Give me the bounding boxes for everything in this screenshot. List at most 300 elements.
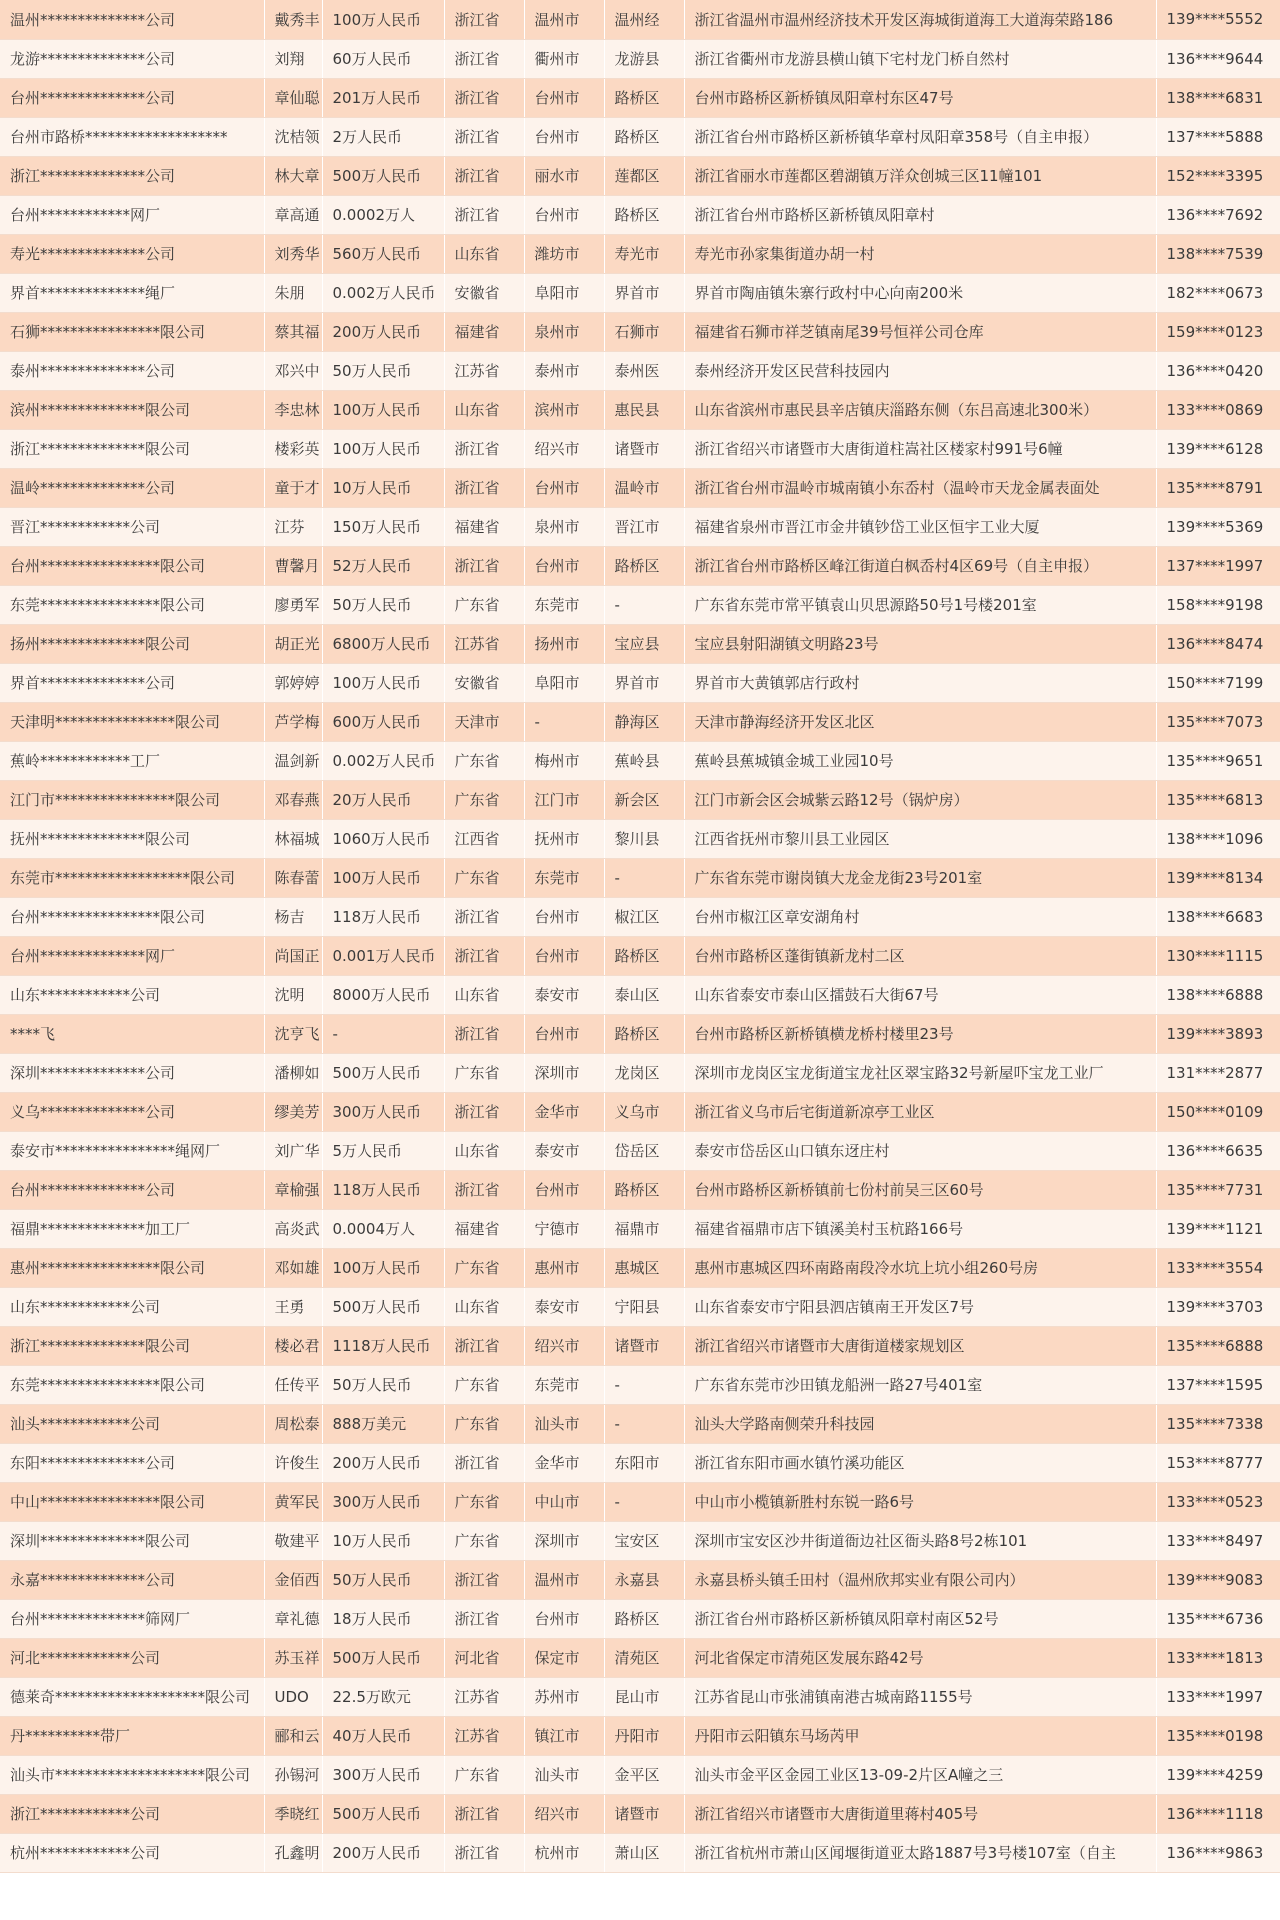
phone-cell: 135****6813 bbox=[1156, 780, 1280, 819]
capital-cell: 0.001万人民币 bbox=[322, 936, 444, 975]
phone-cell: 139****5552 bbox=[1156, 0, 1280, 39]
district-cell: 路桥区 bbox=[604, 546, 684, 585]
table-row bbox=[0, 624, 1280, 663]
province-cell: 浙江省 bbox=[444, 0, 524, 39]
table-row bbox=[0, 1482, 1280, 1521]
company-name-cell: 天津明****************限公司 bbox=[0, 702, 264, 741]
table-row bbox=[0, 819, 1280, 858]
capital-cell: 52万人民币 bbox=[322, 546, 444, 585]
table-row bbox=[0, 1521, 1280, 1560]
address-cell: 福建省福鼎市店下镇溪美村玉杭路166号 bbox=[684, 1209, 1156, 1248]
contact-name-cell: UDO bbox=[264, 1677, 322, 1716]
capital-cell: 40万人民币 bbox=[322, 1716, 444, 1755]
address-cell: 天津市静海经济开发区北区 bbox=[684, 702, 1156, 741]
district-cell: 诸暨市 bbox=[604, 429, 684, 468]
company-name-cell: 蕉岭************工厂 bbox=[0, 741, 264, 780]
contact-name-cell: 周松泰 bbox=[264, 1404, 322, 1443]
city-cell: 衢州市 bbox=[524, 39, 604, 78]
phone-cell: 136****9644 bbox=[1156, 39, 1280, 78]
city-cell: 泉州市 bbox=[524, 507, 604, 546]
address-cell: 寿光市孙家集街道办胡一村 bbox=[684, 234, 1156, 273]
contact-name-cell: 尚国正 bbox=[264, 936, 322, 975]
capital-cell: 100万人民币 bbox=[322, 0, 444, 39]
phone-cell: 139****6128 bbox=[1156, 429, 1280, 468]
phone-cell: 152****3395 bbox=[1156, 156, 1280, 195]
city-cell: 江门市 bbox=[524, 780, 604, 819]
company-name-cell: 河北************公司 bbox=[0, 1638, 264, 1677]
capital-cell: 500万人民币 bbox=[322, 1053, 444, 1092]
city-cell: 台州市 bbox=[524, 195, 604, 234]
company-name-cell: 台州****************限公司 bbox=[0, 897, 264, 936]
phone-cell: 139****8134 bbox=[1156, 858, 1280, 897]
province-cell: 福建省 bbox=[444, 1209, 524, 1248]
contact-name-cell: 童于才 bbox=[264, 468, 322, 507]
city-cell: 惠州市 bbox=[524, 1248, 604, 1287]
address-cell: 河北省保定市清苑区发展东路42号 bbox=[684, 1638, 1156, 1677]
district-cell: 龙游县 bbox=[604, 39, 684, 78]
province-cell: 广东省 bbox=[444, 585, 524, 624]
province-cell: 浙江省 bbox=[444, 1560, 524, 1599]
city-cell: 阜阳市 bbox=[524, 663, 604, 702]
company-name-cell: 东莞****************限公司 bbox=[0, 1365, 264, 1404]
district-cell: 黎川县 bbox=[604, 819, 684, 858]
province-cell: 浙江省 bbox=[444, 1014, 524, 1053]
contact-name-cell: 潘柳如 bbox=[264, 1053, 322, 1092]
table-row bbox=[0, 858, 1280, 897]
company-name-cell: 滨州**************限公司 bbox=[0, 390, 264, 429]
capital-cell: 100万人民币 bbox=[322, 390, 444, 429]
district-cell: 路桥区 bbox=[604, 117, 684, 156]
district-cell: - bbox=[604, 1482, 684, 1521]
district-cell: 丹阳市 bbox=[604, 1716, 684, 1755]
company-name-cell: 温岭**************公司 bbox=[0, 468, 264, 507]
capital-cell: 300万人民币 bbox=[322, 1092, 444, 1131]
capital-cell: 10万人民币 bbox=[322, 468, 444, 507]
phone-cell: 153****8777 bbox=[1156, 1443, 1280, 1482]
city-cell: 温州市 bbox=[524, 0, 604, 39]
province-cell: 广东省 bbox=[444, 1248, 524, 1287]
province-cell: 浙江省 bbox=[444, 897, 524, 936]
province-cell: 浙江省 bbox=[444, 1326, 524, 1365]
address-cell: 浙江省丽水市莲都区碧湖镇万洋众创城三区11幢101 bbox=[684, 156, 1156, 195]
city-cell: 宁德市 bbox=[524, 1209, 604, 1248]
table-row bbox=[0, 1170, 1280, 1209]
company-name-cell: 中山****************限公司 bbox=[0, 1482, 264, 1521]
city-cell: 绍兴市 bbox=[524, 1794, 604, 1833]
contact-name-cell: 章高通 bbox=[264, 195, 322, 234]
table-row bbox=[0, 702, 1280, 741]
table-row bbox=[0, 1638, 1280, 1677]
table-row bbox=[0, 1404, 1280, 1443]
phone-cell: 137****1595 bbox=[1156, 1365, 1280, 1404]
province-cell: 浙江省 bbox=[444, 1794, 524, 1833]
city-cell: 杭州市 bbox=[524, 1833, 604, 1872]
district-cell: - bbox=[604, 858, 684, 897]
province-cell: 山东省 bbox=[444, 390, 524, 429]
phone-cell: 136****8474 bbox=[1156, 624, 1280, 663]
district-cell: 晋江市 bbox=[604, 507, 684, 546]
company-name-cell: 东莞市******************限公司 bbox=[0, 858, 264, 897]
table-row bbox=[0, 585, 1280, 624]
contact-name-cell: 杨吉 bbox=[264, 897, 322, 936]
table-row bbox=[0, 351, 1280, 390]
contact-name-cell: 敬建平 bbox=[264, 1521, 322, 1560]
province-cell: 安徽省 bbox=[444, 273, 524, 312]
address-cell: 福建省泉州市晋江市金井镇钞岱工业区恒宇工业大厦 bbox=[684, 507, 1156, 546]
company-name-cell: 晋江************公司 bbox=[0, 507, 264, 546]
district-cell: 路桥区 bbox=[604, 1170, 684, 1209]
table-row bbox=[0, 936, 1280, 975]
phone-cell: 138****1096 bbox=[1156, 819, 1280, 858]
contact-name-cell: 温剑新 bbox=[264, 741, 322, 780]
contact-name-cell: 孙锡河 bbox=[264, 1755, 322, 1794]
province-cell: 广东省 bbox=[444, 858, 524, 897]
table-row bbox=[0, 1365, 1280, 1404]
city-cell: 台州市 bbox=[524, 897, 604, 936]
district-cell: 路桥区 bbox=[604, 195, 684, 234]
table-row bbox=[0, 975, 1280, 1014]
contact-name-cell: 邓兴中 bbox=[264, 351, 322, 390]
capital-cell: 0.002万人民币 bbox=[322, 741, 444, 780]
city-cell: 东莞市 bbox=[524, 1365, 604, 1404]
province-cell: 浙江省 bbox=[444, 156, 524, 195]
address-cell: 泰安市岱岳区山口镇东迓庄村 bbox=[684, 1131, 1156, 1170]
capital-cell: 200万人民币 bbox=[322, 1833, 444, 1872]
phone-cell: 133****8497 bbox=[1156, 1521, 1280, 1560]
city-cell: - bbox=[524, 702, 604, 741]
province-cell: 山东省 bbox=[444, 1287, 524, 1326]
phone-cell: 138****7539 bbox=[1156, 234, 1280, 273]
city-cell: 台州市 bbox=[524, 546, 604, 585]
company-name-cell: 台州************网厂 bbox=[0, 195, 264, 234]
district-cell: 义乌市 bbox=[604, 1092, 684, 1131]
district-cell: - bbox=[604, 1365, 684, 1404]
contact-name-cell: 章礼德 bbox=[264, 1599, 322, 1638]
province-cell: 浙江省 bbox=[444, 117, 524, 156]
district-cell: 萧山区 bbox=[604, 1833, 684, 1872]
company-name-cell: 山东************公司 bbox=[0, 1287, 264, 1326]
district-cell: 路桥区 bbox=[604, 78, 684, 117]
province-cell: 福建省 bbox=[444, 312, 524, 351]
city-cell: 台州市 bbox=[524, 936, 604, 975]
city-cell: 金华市 bbox=[524, 1092, 604, 1131]
address-cell: 江门市新会区会城紫云路12号（锅炉房） bbox=[684, 780, 1156, 819]
province-cell: 江苏省 bbox=[444, 351, 524, 390]
phone-cell: 158****9198 bbox=[1156, 585, 1280, 624]
city-cell: 阜阳市 bbox=[524, 273, 604, 312]
phone-cell: 130****1115 bbox=[1156, 936, 1280, 975]
phone-cell: 138****6831 bbox=[1156, 78, 1280, 117]
phone-cell: 133****0523 bbox=[1156, 1482, 1280, 1521]
phone-cell: 138****6683 bbox=[1156, 897, 1280, 936]
city-cell: 东莞市 bbox=[524, 858, 604, 897]
table-row bbox=[0, 39, 1280, 78]
city-cell: 泰安市 bbox=[524, 975, 604, 1014]
table-row bbox=[0, 663, 1280, 702]
capital-cell: 100万人民币 bbox=[322, 858, 444, 897]
address-cell: 台州市路桥区新桥镇凤阳章村东区47号 bbox=[684, 78, 1156, 117]
district-cell: 路桥区 bbox=[604, 1599, 684, 1638]
phone-cell: 135****6736 bbox=[1156, 1599, 1280, 1638]
capital-cell: 200万人民币 bbox=[322, 312, 444, 351]
contact-name-cell: 邓如雄 bbox=[264, 1248, 322, 1287]
city-cell: 抚州市 bbox=[524, 819, 604, 858]
table-row bbox=[0, 507, 1280, 546]
city-cell: 保定市 bbox=[524, 1638, 604, 1677]
district-cell: 温岭市 bbox=[604, 468, 684, 507]
address-cell: 浙江省绍兴市诸暨市大唐街道柱嵩社区楼家村991号6幢 bbox=[684, 429, 1156, 468]
district-cell: 诸暨市 bbox=[604, 1794, 684, 1833]
contact-name-cell: 沈明 bbox=[264, 975, 322, 1014]
capital-cell: 560万人民币 bbox=[322, 234, 444, 273]
district-cell: 泰山区 bbox=[604, 975, 684, 1014]
capital-cell: 50万人民币 bbox=[322, 351, 444, 390]
district-cell: 惠民县 bbox=[604, 390, 684, 429]
district-cell: 莲都区 bbox=[604, 156, 684, 195]
phone-cell: 136****7692 bbox=[1156, 195, 1280, 234]
table-row bbox=[0, 1053, 1280, 1092]
company-name-cell: 深圳**************限公司 bbox=[0, 1521, 264, 1560]
contact-name-cell: 沈桔领 bbox=[264, 117, 322, 156]
capital-cell: 50万人民币 bbox=[322, 585, 444, 624]
phone-cell: 135****7338 bbox=[1156, 1404, 1280, 1443]
city-cell: 泰安市 bbox=[524, 1287, 604, 1326]
phone-cell: 135****8791 bbox=[1156, 468, 1280, 507]
city-cell: 泉州市 bbox=[524, 312, 604, 351]
capital-cell: 8000万人民币 bbox=[322, 975, 444, 1014]
phone-cell: 136****9863 bbox=[1156, 1833, 1280, 1872]
capital-cell: 1118万人民币 bbox=[322, 1326, 444, 1365]
district-cell: 路桥区 bbox=[604, 1014, 684, 1053]
company-name-cell: 扬州**************限公司 bbox=[0, 624, 264, 663]
address-cell: 浙江省东阳市画水镇竹溪功能区 bbox=[684, 1443, 1156, 1482]
address-cell: 福建省石狮市祥芝镇南尾39号恒祥公司仓库 bbox=[684, 312, 1156, 351]
province-cell: 广东省 bbox=[444, 1521, 524, 1560]
table-row bbox=[0, 1248, 1280, 1287]
province-cell: 安徽省 bbox=[444, 663, 524, 702]
contact-name-cell: 芦学梅 bbox=[264, 702, 322, 741]
capital-cell: 0.002万人民币 bbox=[322, 273, 444, 312]
contact-name-cell: 曹馨月 bbox=[264, 546, 322, 585]
district-cell: 龙岗区 bbox=[604, 1053, 684, 1092]
province-cell: 浙江省 bbox=[444, 468, 524, 507]
address-cell: 浙江省杭州市萧山区闻堰街道亚太路1887号3号楼107室（自主 bbox=[684, 1833, 1156, 1872]
address-cell: 宝应县射阳湖镇文明路23号 bbox=[684, 624, 1156, 663]
company-name-cell: 丹**********带厂 bbox=[0, 1716, 264, 1755]
address-cell: 泰州经济开发区民营科技园内 bbox=[684, 351, 1156, 390]
capital-cell: 60万人民币 bbox=[322, 39, 444, 78]
company-name-cell: 寿光**************公司 bbox=[0, 234, 264, 273]
company-name-cell: 浙江**************限公司 bbox=[0, 1326, 264, 1365]
contact-name-cell: 朱朋 bbox=[264, 273, 322, 312]
capital-cell: 10万人民币 bbox=[322, 1521, 444, 1560]
capital-cell: 500万人民币 bbox=[322, 1287, 444, 1326]
address-cell: 江西省抚州市黎川县工业园区 bbox=[684, 819, 1156, 858]
city-cell: 汕头市 bbox=[524, 1755, 604, 1794]
address-cell: 浙江省台州市路桥区新桥镇凤阳章村 bbox=[684, 195, 1156, 234]
table-row bbox=[0, 390, 1280, 429]
phone-cell: 139****3703 bbox=[1156, 1287, 1280, 1326]
province-cell: 浙江省 bbox=[444, 195, 524, 234]
phone-cell: 135****7073 bbox=[1156, 702, 1280, 741]
company-name-cell: 台州**************公司 bbox=[0, 78, 264, 117]
capital-cell: 1060万人民币 bbox=[322, 819, 444, 858]
table-row bbox=[0, 1794, 1280, 1833]
company-name-cell: 深圳**************公司 bbox=[0, 1053, 264, 1092]
phone-cell: 133****3554 bbox=[1156, 1248, 1280, 1287]
capital-cell: 500万人民币 bbox=[322, 1638, 444, 1677]
capital-cell: 0.0004万人 bbox=[322, 1209, 444, 1248]
address-cell: 浙江省绍兴市诸暨市大唐街道楼家规划区 bbox=[684, 1326, 1156, 1365]
phone-cell: 182****0673 bbox=[1156, 273, 1280, 312]
city-cell: 梅州市 bbox=[524, 741, 604, 780]
capital-cell: - bbox=[322, 1014, 444, 1053]
district-cell: 椒江区 bbox=[604, 897, 684, 936]
province-cell: 浙江省 bbox=[444, 546, 524, 585]
district-cell: 寿光市 bbox=[604, 234, 684, 273]
table-row bbox=[0, 312, 1280, 351]
city-cell: 台州市 bbox=[524, 468, 604, 507]
company-name-cell: 山东************公司 bbox=[0, 975, 264, 1014]
address-cell: 江苏省昆山市张浦镇南港古城南路1155号 bbox=[684, 1677, 1156, 1716]
company-name-cell: 台州**************公司 bbox=[0, 1170, 264, 1209]
contact-name-cell: 林福城 bbox=[264, 819, 322, 858]
address-cell: 浙江省衢州市龙游县横山镇下宅村龙门桥自然村 bbox=[684, 39, 1156, 78]
company-name-cell: 台州****************限公司 bbox=[0, 546, 264, 585]
district-cell: 宁阳县 bbox=[604, 1287, 684, 1326]
province-cell: 浙江省 bbox=[444, 78, 524, 117]
phone-cell: 139****1121 bbox=[1156, 1209, 1280, 1248]
district-cell: 福鼎市 bbox=[604, 1209, 684, 1248]
province-cell: 江苏省 bbox=[444, 1716, 524, 1755]
province-cell: 江苏省 bbox=[444, 1677, 524, 1716]
table-row bbox=[0, 1443, 1280, 1482]
capital-cell: 0.0002万人 bbox=[322, 195, 444, 234]
address-cell: 浙江省台州市路桥区峰江街道白枫岙村4区69号（自主申报） bbox=[684, 546, 1156, 585]
contact-name-cell: 刘广华 bbox=[264, 1131, 322, 1170]
company-name-cell: 东阳**************公司 bbox=[0, 1443, 264, 1482]
district-cell: 宝应县 bbox=[604, 624, 684, 663]
city-cell: 泰安市 bbox=[524, 1131, 604, 1170]
table-row bbox=[0, 780, 1280, 819]
district-cell: 石狮市 bbox=[604, 312, 684, 351]
table-row bbox=[0, 156, 1280, 195]
contact-name-cell: 戴秀丰 bbox=[264, 0, 322, 39]
contact-name-cell: 林大章 bbox=[264, 156, 322, 195]
address-cell: 浙江省台州市路桥区新桥镇凤阳章村南区52号 bbox=[684, 1599, 1156, 1638]
capital-cell: 50万人民币 bbox=[322, 1365, 444, 1404]
address-cell: 汕头大学路南侧荣升科技园 bbox=[684, 1404, 1156, 1443]
address-cell: 台州市路桥区新桥镇前七份村前吴三区60号 bbox=[684, 1170, 1156, 1209]
city-cell: 台州市 bbox=[524, 1599, 604, 1638]
capital-cell: 2万人民币 bbox=[322, 117, 444, 156]
contact-name-cell: 刘翔 bbox=[264, 39, 322, 78]
province-cell: 浙江省 bbox=[444, 1443, 524, 1482]
company-name-cell: 东莞****************限公司 bbox=[0, 585, 264, 624]
city-cell: 苏州市 bbox=[524, 1677, 604, 1716]
city-cell: 深圳市 bbox=[524, 1521, 604, 1560]
district-cell: 宝安区 bbox=[604, 1521, 684, 1560]
city-cell: 台州市 bbox=[524, 78, 604, 117]
district-cell: 静海区 bbox=[604, 702, 684, 741]
company-name-cell: 浙江**************公司 bbox=[0, 156, 264, 195]
city-cell: 汕头市 bbox=[524, 1404, 604, 1443]
capital-cell: 500万人民币 bbox=[322, 1794, 444, 1833]
district-cell: 清苑区 bbox=[604, 1638, 684, 1677]
province-cell: 天津市 bbox=[444, 702, 524, 741]
city-cell: 扬州市 bbox=[524, 624, 604, 663]
address-cell: 中山市小榄镇新胜村东锐一路6号 bbox=[684, 1482, 1156, 1521]
company-name-cell: 汕头市********************限公司 bbox=[0, 1755, 264, 1794]
address-cell: 台州市路桥区新桥镇横龙桥村楼里23号 bbox=[684, 1014, 1156, 1053]
capital-cell: 6800万人民币 bbox=[322, 624, 444, 663]
company-name-cell: ****飞 bbox=[0, 1014, 264, 1053]
province-cell: 广东省 bbox=[444, 1053, 524, 1092]
city-cell: 台州市 bbox=[524, 117, 604, 156]
address-cell: 浙江省义乌市后宅街道新凉亭工业区 bbox=[684, 1092, 1156, 1131]
phone-cell: 133****1997 bbox=[1156, 1677, 1280, 1716]
table-row bbox=[0, 273, 1280, 312]
phone-cell: 150****0109 bbox=[1156, 1092, 1280, 1131]
phone-cell: 133****0869 bbox=[1156, 390, 1280, 429]
phone-cell: 150****7199 bbox=[1156, 663, 1280, 702]
phone-cell: 137****1997 bbox=[1156, 546, 1280, 585]
province-cell: 浙江省 bbox=[444, 429, 524, 468]
province-cell: 浙江省 bbox=[444, 1833, 524, 1872]
province-cell: 广东省 bbox=[444, 1755, 524, 1794]
address-cell: 山东省滨州市惠民县辛店镇庆淄路东侧（东吕高速北300米） bbox=[684, 390, 1156, 429]
address-cell: 深圳市龙岗区宝龙街道宝龙社区翠宝路32号新屋吓宝龙工业厂 bbox=[684, 1053, 1156, 1092]
address-cell: 惠州市惠城区四环南路南段冷水坑上坑小组260号房 bbox=[684, 1248, 1156, 1287]
table-row bbox=[0, 897, 1280, 936]
province-cell: 山东省 bbox=[444, 975, 524, 1014]
company-name-cell: 台州市路桥******************* bbox=[0, 117, 264, 156]
capital-cell: 100万人民币 bbox=[322, 663, 444, 702]
city-cell: 滨州市 bbox=[524, 390, 604, 429]
contact-name-cell: 孔鑫明 bbox=[264, 1833, 322, 1872]
contact-name-cell: 章仙聪 bbox=[264, 78, 322, 117]
contact-name-cell: 廖勇军 bbox=[264, 585, 322, 624]
company-name-cell: 浙江**************限公司 bbox=[0, 429, 264, 468]
district-cell: - bbox=[604, 585, 684, 624]
phone-cell: 135****6888 bbox=[1156, 1326, 1280, 1365]
company-name-cell: 德莱奇********************限公司 bbox=[0, 1677, 264, 1716]
contact-name-cell: 江芬 bbox=[264, 507, 322, 546]
address-cell: 浙江省台州市路桥区新桥镇华章村凤阳章358号（自主申报） bbox=[684, 117, 1156, 156]
capital-cell: 100万人民币 bbox=[322, 1248, 444, 1287]
contact-name-cell: 楼必君 bbox=[264, 1326, 322, 1365]
contact-name-cell: 郦和云 bbox=[264, 1716, 322, 1755]
company-name-cell: 抚州**************限公司 bbox=[0, 819, 264, 858]
phone-cell: 133****1813 bbox=[1156, 1638, 1280, 1677]
contact-name-cell: 苏玉祥 bbox=[264, 1638, 322, 1677]
province-cell: 江西省 bbox=[444, 819, 524, 858]
province-cell: 河北省 bbox=[444, 1638, 524, 1677]
table-row bbox=[0, 1014, 1280, 1053]
phone-cell: 131****2877 bbox=[1156, 1053, 1280, 1092]
contact-name-cell: 陈春蕾 bbox=[264, 858, 322, 897]
city-cell: 深圳市 bbox=[524, 1053, 604, 1092]
contact-name-cell: 黄军民 bbox=[264, 1482, 322, 1521]
address-cell: 浙江省温州市温州经济技术开发区海城街道海工大道海荣路186 bbox=[684, 0, 1156, 39]
contact-name-cell: 许俊生 bbox=[264, 1443, 322, 1482]
capital-cell: 100万人民币 bbox=[322, 429, 444, 468]
phone-cell: 139****3893 bbox=[1156, 1014, 1280, 1053]
phone-cell: 135****7731 bbox=[1156, 1170, 1280, 1209]
capital-cell: 18万人民币 bbox=[322, 1599, 444, 1638]
province-cell: 广东省 bbox=[444, 1482, 524, 1521]
district-cell: 界首市 bbox=[604, 663, 684, 702]
